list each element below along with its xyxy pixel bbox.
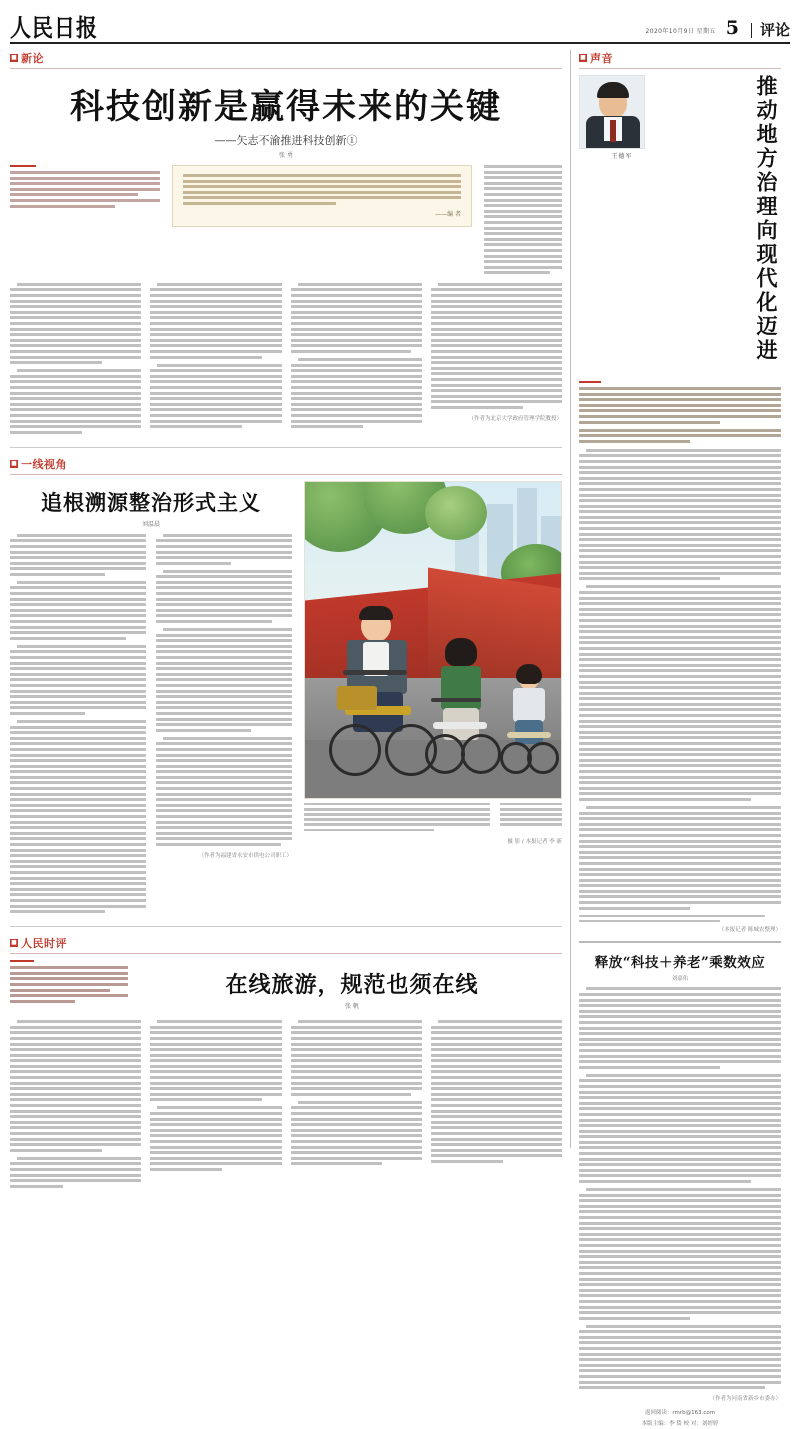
section-label-renminshiping (10, 935, 562, 951)
article-xinlun (10, 50, 562, 439)
section-label-shengyin (579, 50, 781, 66)
cyclist-man (331, 610, 427, 780)
torso-shape (441, 666, 481, 710)
bicycle-wheel (425, 734, 465, 774)
masthead (10, 8, 790, 44)
text-column (431, 283, 562, 439)
tree-shape (425, 486, 487, 540)
accent-bar (10, 165, 36, 167)
article2-layout (10, 481, 562, 918)
section-label-yixianshijiao (10, 456, 562, 472)
article2-footer-note: （作者为福建省永安市供电公司职工） (198, 853, 292, 859)
page-body (10, 50, 790, 1427)
article3-title: 在线旅游，规范也须在线 (225, 972, 479, 999)
section-rule (579, 68, 781, 69)
masthead-right (646, 19, 790, 38)
article-renminshiping (10, 935, 562, 1193)
hair-shape (445, 638, 477, 666)
article2-byline: 刘温晨 (141, 520, 160, 528)
article-byline: 张 勇 (279, 152, 293, 159)
illustration-caption-block (304, 803, 562, 834)
caption-poem (500, 803, 562, 834)
text-column (10, 534, 146, 918)
text-column (150, 283, 281, 439)
section-rule (10, 474, 562, 475)
section-label-text: 一线视角 (21, 457, 67, 471)
lead-summary (10, 165, 160, 213)
article-body-columns (10, 283, 562, 439)
hair-shape (516, 664, 542, 684)
illustration-credit: 摄 影 / 本报记者 李 新 (507, 838, 562, 845)
article2-illustration-block (304, 481, 562, 918)
bicycle-wheel (329, 724, 381, 776)
sidebar-column (571, 50, 781, 1427)
voice-note (579, 915, 781, 923)
text-column (10, 283, 141, 439)
sidebar-article-body (579, 987, 781, 1402)
bicycle-frame (433, 722, 487, 729)
portrait-name: 王德军 (611, 153, 633, 160)
sidebar-title: 推动地方治理向现代化迈进 (754, 75, 779, 363)
bicycle-wheel (527, 742, 559, 774)
text-column (291, 1020, 422, 1193)
voice-source: （本报记者 陈城农整理） (718, 927, 781, 934)
article3-title-block (142, 960, 562, 1016)
lead-block (10, 165, 562, 277)
handlebar-shape (343, 670, 407, 675)
page-number: 5 (725, 17, 739, 39)
voice-body-text (579, 449, 781, 934)
illustration-caption (304, 803, 490, 834)
sidebar-footer-note: （作者为河南省新乡市委办） (709, 1396, 781, 1403)
lead-side-text (484, 165, 562, 277)
voice-header (579, 75, 781, 375)
text-column (150, 1020, 281, 1193)
voice-highlight (579, 381, 781, 443)
illustration-bikes (304, 481, 562, 799)
portrait-block (579, 75, 665, 375)
torso-shape (513, 688, 545, 722)
article2-text (10, 481, 292, 918)
page-footer (579, 1408, 781, 1429)
article-divider (10, 447, 562, 448)
sidebar-article-byline: 刘嘉佑 (671, 976, 689, 983)
section-mark-icon: ■ (11, 939, 17, 947)
tie-shape (610, 120, 616, 142)
avatar (579, 75, 645, 149)
handlebar-shape (431, 698, 481, 702)
text-column (291, 283, 422, 439)
page-title: 科技创新是赢得未来的关键 (70, 87, 502, 127)
article-divider (10, 926, 562, 927)
article2-columns (10, 534, 292, 918)
text-column (156, 534, 292, 918)
footer-line-1: 返回阅读：rmrb@163.com (644, 1410, 716, 1417)
newspaper-logo: 人民日报 (10, 13, 98, 42)
text-column (431, 1020, 562, 1193)
hair-shape (597, 82, 629, 98)
main-content-column (10, 50, 570, 1148)
accent-bar (10, 960, 34, 962)
section-name: 评论 (751, 23, 790, 38)
editor-quote-box (172, 165, 472, 227)
section-mark-icon: ■ (580, 54, 586, 61)
article2-title: 追根溯源整治形式主义 (41, 489, 261, 515)
section-label-text: 声音 (590, 52, 613, 65)
vertical-title-wrap (671, 75, 781, 375)
section-label-text: 人民时评 (21, 937, 67, 951)
section-mark-icon: ■ (11, 54, 17, 61)
text-column (10, 1020, 141, 1193)
bicycle-frame (507, 732, 551, 738)
article3-columns (10, 1020, 562, 1193)
footer-line-2: 本版主编：李 贽 校 对：刘婷婷 (641, 1420, 719, 1427)
article-yixianshijiao (10, 456, 562, 918)
section-rule (10, 68, 562, 69)
publication-date: 2020年10月9日 星期五 (645, 28, 716, 35)
article3-lead-summary (10, 960, 128, 1008)
article3-byline: 张 帆 (345, 1003, 359, 1011)
cyclist-woman (423, 642, 499, 782)
bicycle-wheel (461, 734, 501, 774)
article3-header (10, 960, 562, 1016)
section-label-text: 新论 (21, 52, 44, 65)
quote-attribution: ——编 者 (435, 210, 461, 218)
cyclist-child (499, 668, 559, 784)
bicycle-basket (337, 686, 377, 710)
section-label-xinlun (10, 50, 562, 66)
section-rule (10, 953, 562, 954)
section-mark-icon: ■ (11, 459, 17, 467)
article-subhead: ——矢志不渝推进科技创新① (214, 134, 358, 147)
accent-bar (579, 381, 601, 383)
sidebar-article-title: 释放“科技＋养老”乘数效应 (594, 955, 766, 972)
hair-shape (359, 606, 393, 620)
article-footer-note: （作者为北京大学政府管理学院教授） (468, 415, 562, 422)
sidebar-divider (579, 941, 781, 943)
